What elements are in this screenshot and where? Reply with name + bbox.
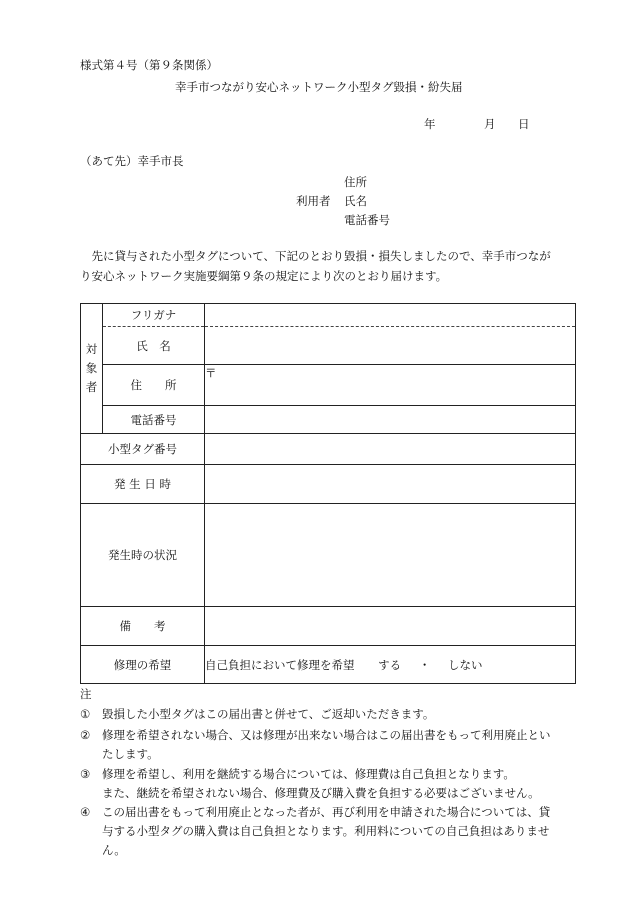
notes-heading: 注: [80, 687, 92, 701]
applicant-address-label: 住所: [344, 175, 367, 189]
repair-separator: ・: [418, 657, 431, 672]
addressee: （あて先）幸手市長: [80, 154, 184, 168]
tag-number-field[interactable]: [205, 434, 576, 465]
report-form-table: [80, 303, 576, 684]
furigana-field[interactable]: [205, 304, 576, 327]
note-item: [80, 705, 560, 724]
furigana-label: フリガナ: [103, 304, 205, 327]
repair-options: [205, 646, 576, 684]
note-number: ④: [80, 805, 91, 819]
name-field[interactable]: [205, 327, 576, 365]
remarks-field[interactable]: [205, 607, 576, 646]
address-field[interactable]: [205, 365, 576, 406]
subject-person-label: 対 象 者: [81, 304, 103, 434]
note-item: [80, 803, 560, 860]
tel-field[interactable]: [205, 406, 576, 434]
note-text-continued: また、継続を希望されない場合、修理費及び購入費を負担する必要はございません。: [102, 786, 540, 800]
occurrence-date-label: 発 生 日 時: [81, 465, 205, 504]
repair-text: 自己負担において修理を希望: [205, 657, 355, 672]
applicant-tel-label: 電話番号: [344, 213, 390, 227]
note-item: [80, 765, 560, 803]
postal-mark: 〒: [205, 366, 217, 380]
situation-label: 発生時の状況: [81, 504, 205, 607]
note-text: 毀損した小型タグはこの届出書と併せて、ご返却いただきます。: [102, 707, 435, 721]
tag-number-label: 小型タグ番号: [81, 434, 205, 465]
applicant-name-label: 氏名: [344, 194, 367, 208]
note-number: ①: [80, 707, 91, 721]
address-label: 住 所: [103, 365, 205, 406]
repair-no-option[interactable]: しない: [447, 657, 483, 672]
date-year-label: 年: [424, 117, 436, 131]
applicant-role-label: 利用者: [296, 194, 331, 208]
note-number: ②: [80, 728, 91, 742]
note-text: 修理を希望されない場合、又は修理が出来ない場合はこの届出書をもって利用廃止といたします。: [102, 728, 551, 761]
form-number: 様式第４号（第９条関係）: [80, 58, 218, 72]
occurrence-date-field[interactable]: [205, 465, 576, 504]
note-item: [80, 726, 560, 764]
repair-yes-option[interactable]: する: [378, 657, 402, 672]
repair-label: 修理の希望: [81, 646, 205, 684]
situation-field[interactable]: [205, 504, 576, 607]
note-text: この届出書をもって利用廃止となった者が、再び利用を申請された場合については、貸与する小型タグの購入費は自己負担となります。利用料についての自己負担はありません。: [102, 805, 551, 857]
note-number: ③: [80, 767, 91, 781]
note-text: 修理を希望し、利用を継続する場合については、修理費は自己負担となります。: [102, 767, 515, 781]
date-month-label: 月: [484, 117, 496, 131]
remarks-label: 備 考: [81, 607, 205, 646]
tel-label: 電話番号: [103, 406, 205, 434]
name-label: 氏 名: [103, 327, 205, 365]
intro-paragraph: 先に貸与された小型タグについて、下記のとおり毀損・損失しましたので、幸手市つながり安心ネットワーク実施要綱第９条の規定により次のとおり届けます。: [80, 249, 551, 283]
date-day-label: 日: [518, 117, 530, 131]
date-line: [420, 116, 570, 132]
document-title: 幸手市つながり安心ネットワーク小型タグ毀損・紛失届: [175, 80, 463, 94]
